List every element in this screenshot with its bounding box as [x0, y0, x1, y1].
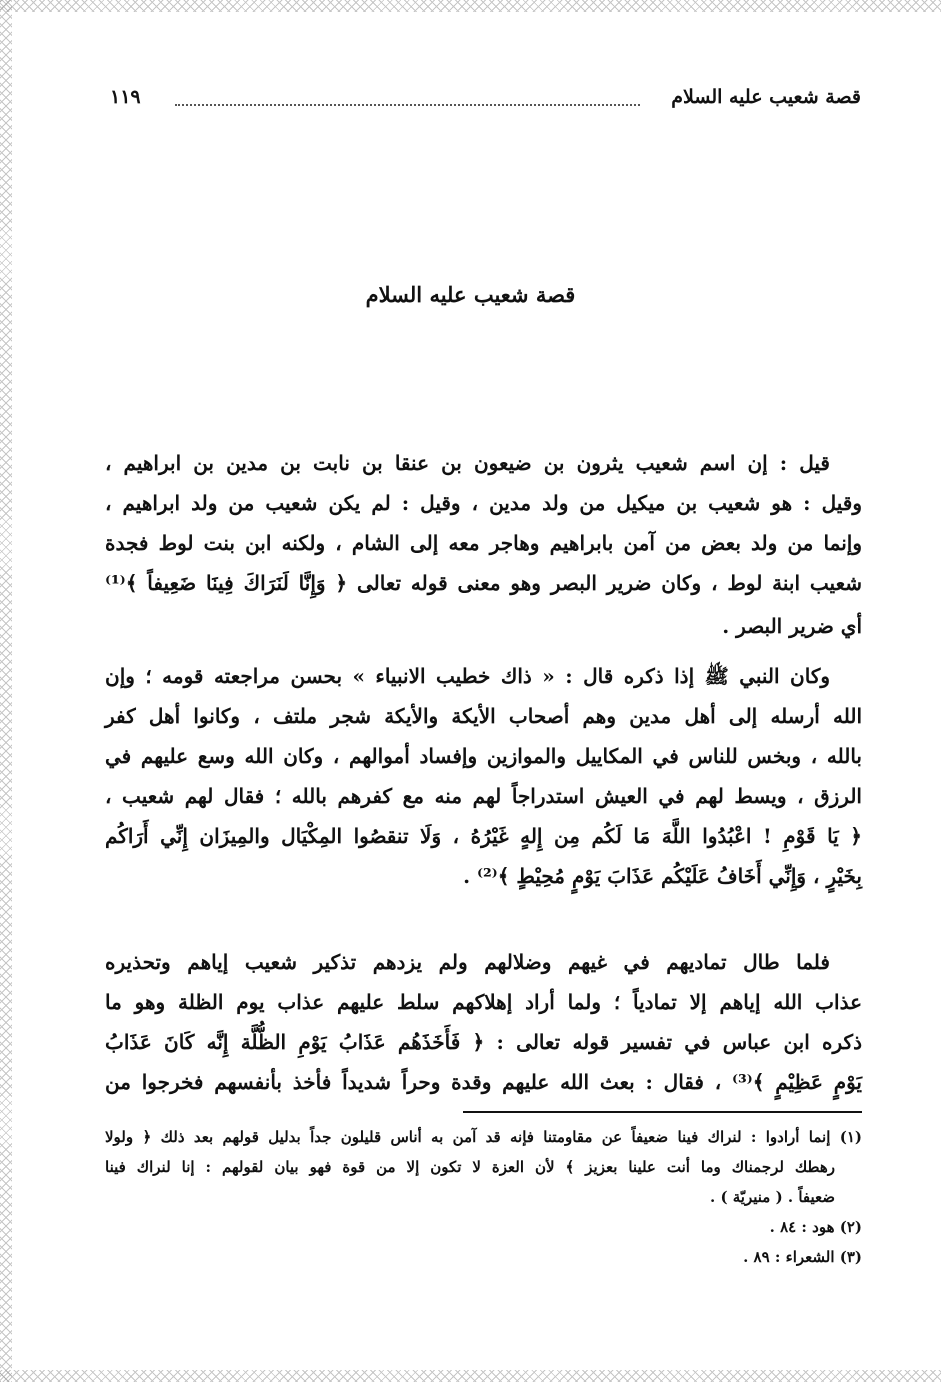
text-line: فلما طال تماديهم في غيهم وضلالهم ولم يزدهم تذكير شعيب إياهم وتحذيره [105, 950, 830, 974]
chapter-title: قصة شعيب عليه السلام [365, 282, 576, 307]
footnote-line: (٢) هود : ٨٤ . [769, 1218, 862, 1236]
text-line: بالله ، وبخس للناس في المكاييل والموازين وإفساد أموالهم ، وكان الله وسع عليهم في [105, 744, 862, 768]
text-line: الرزق ، ويسط لهم في العيش استدراجاً لهم منه مع كفرهم بالله ؛ فقال لهم شعيب ، [105, 784, 862, 808]
header-dot-leader [175, 104, 640, 106]
text-line: وكان النبي ﷺ إذا ذكره قال : « ذاك خطيب الانبياء » بحسن مراجعته قومه ؛ وإن [105, 664, 830, 688]
text-line: يَوْمٍ عَظِيْمٍ ﴾⁽³⁾ ، فقال : بعث الله عليهم وقدة وحراً شديداً فأخذ بأنفسهم فخرجوا من [105, 1070, 862, 1094]
footnote-separator [463, 1111, 862, 1113]
text-line: ﴿ يَا قَوْمِ ! اعْبُدُوا اللَّهَ مَا لَكُم مِن إِلهٍ غَيْرُهُ ، وَلَا تنقصُوا المِكْيَال والمِيزَان إِنِّي أَرَاكُم [105, 824, 862, 848]
text-line: قيل : إن اسم شعيب يثرون بن ضيعون بن عنقا بن نابت بن مدين بن ابراهيم ، [105, 451, 830, 475]
page-number: ١١٩ [110, 86, 141, 108]
footnote-line: (١) إنما أرادوا : لنراك فينا ضعيفاً عن مقاومتنا فإنه قد آمن به أناس قليلون جداً بدليل قولهم بعد ذلك ﴿ ولولا [105, 1128, 862, 1146]
footnote-line: ضعيفاً . ( منيريّة ) . [710, 1188, 835, 1206]
footnote-line: (٣) الشعراء : ٨٩ . [743, 1248, 862, 1266]
text-line: ذكره ابن عباس في تفسير قوله تعالى : ﴿ فَأَخَذَهُم عَذَابُ يَوْمِ الظُّلَّة إِنَّه كَانَ عَذَابُ [105, 1030, 862, 1054]
text-line: الله أرسله إلى أهل مدين وهم أصحاب الأيكة والأيكة شجر ملتف ، وكانوا أهل كفر [105, 704, 862, 728]
text-line: بِخَيْرٍ ، وَإِنِّي أَخَافُ عَلَيْكُم عَذَابَ يَوْمٍ مُحِيْطٍ ﴾⁽²⁾ . [463, 864, 862, 888]
footnote-line: رهطك لرجمناك وما أنت علينا بعزيز ﴾ لأن العزة لا تكون إلا من قوة فهو بيان لقولهم : إنا لنراك فينا [105, 1158, 835, 1176]
text-line: عذاب الله إياهم إلا تمادياً ؛ ولما أراد إهلاكهم سلط عليهم عذاب يوم الظلة وهو ما [105, 990, 862, 1014]
running-title: قصة شعيب عليه السلام [671, 86, 861, 108]
decorative-border-top [0, 0, 941, 12]
text-line: شعيب ابنة لوط ، وكان ضرير البصر وهو معنى قوله تعالى ﴿ وَإِنَّا لَنَرَاكَ فِينَا ضَعِيفاً ﴾⁽¹⁾ [105, 571, 862, 595]
text-line: وقيل : هو شعيب بن ميكيل من ولد مدين ، وقيل : لم يكن شعيب من ولد ابراهيم ، [105, 491, 862, 515]
text-line: أي ضرير البصر . [722, 614, 862, 638]
text-line: وإنما من ولد بعض من آمن بابراهيم وهاجر معه إلى الشام ، ولكنه ابن بنت لوط فجدة [105, 531, 862, 555]
decorative-border-left [0, 0, 12, 1382]
decorative-border-bottom [0, 1370, 941, 1382]
